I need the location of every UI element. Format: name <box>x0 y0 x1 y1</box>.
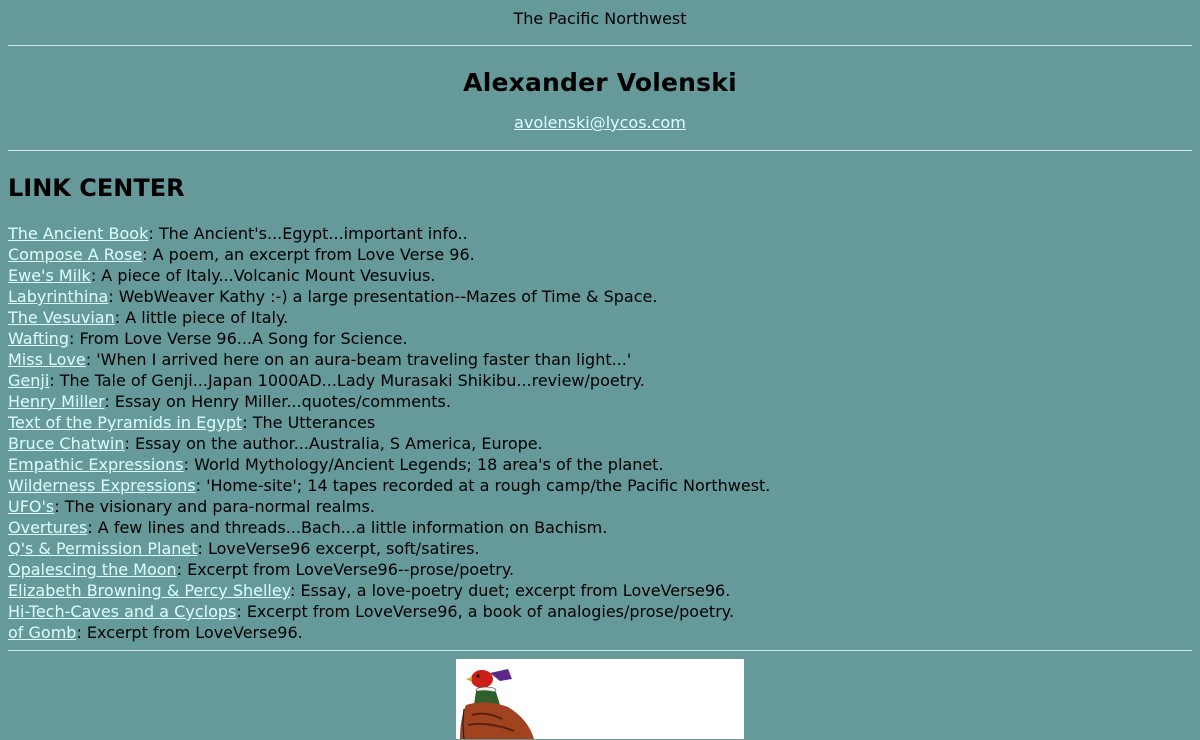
link-description: : A poem, an excerpt from Love Verse 96. <box>142 245 475 264</box>
link-description: : A little piece of Italy. <box>114 308 289 327</box>
list-item <box>8 454 1192 475</box>
pheasant-image <box>456 659 744 739</box>
list-item <box>8 559 1192 580</box>
link-description: : Essay on Henry Miller...quotes/comments. <box>104 392 451 411</box>
link-wafting[interactable]: Wafting <box>8 329 69 348</box>
link-description: : 'When I arrived here on an aura-beam traveling faster than light...' <box>85 350 632 369</box>
link-wilderness-expressions[interactable]: Wilderness Expressions <box>8 476 196 495</box>
list-item <box>8 538 1192 559</box>
link-description: : Excerpt from LoveVerse96, a book of analogies/prose/poetry. <box>236 602 735 621</box>
list-item <box>8 412 1192 433</box>
link-description: : LoveVerse96 excerpt, soft/satires. <box>197 539 480 558</box>
link-labyrinthina[interactable]: Labyrinthina <box>8 287 109 306</box>
link-genji[interactable]: Genji <box>8 371 50 390</box>
link-description: : World Mythology/Ancient Legends; 18 area's of the planet. <box>183 455 664 474</box>
link-description: : Excerpt from LoveVerse96. <box>76 623 303 642</box>
link-bruce-chatwin[interactable]: Bruce Chatwin <box>8 434 125 453</box>
list-item <box>8 517 1192 538</box>
list-item <box>8 475 1192 496</box>
link-ancient-book[interactable]: The Ancient Book <box>8 224 149 243</box>
list-item <box>8 601 1192 622</box>
list-item <box>8 370 1192 391</box>
list-item <box>8 223 1192 244</box>
link-permission-planet[interactable]: Q's & Permission Planet <box>8 539 198 558</box>
email-link[interactable]: avolenski@lycos.com <box>514 113 686 132</box>
link-description: : 'Home-site'; 14 tapes recorded at a rough camp/the Pacific Northwest. <box>195 476 771 495</box>
list-item <box>8 265 1192 286</box>
link-browning-shelley[interactable]: Elizabeth Browning & Percy Shelley <box>8 581 290 600</box>
link-description: : A few lines and threads...Bach...a little information on Bachism. <box>87 518 608 537</box>
divider <box>8 45 1192 46</box>
list-item <box>8 496 1192 517</box>
link-ufos[interactable]: UFO's <box>8 497 55 516</box>
link-overtures[interactable]: Overtures <box>8 518 88 537</box>
link-description: : The Ancient's...Egypt...important info.. <box>148 224 468 243</box>
divider <box>8 150 1192 151</box>
link-text-of-pyramids[interactable]: Text of the Pyramids in Egypt <box>8 413 243 432</box>
link-list <box>8 223 1192 643</box>
section-heading: LINK CENTER <box>8 174 185 202</box>
link-henry-miller[interactable]: Henry Miller <box>8 392 105 411</box>
link-ewes-milk[interactable]: Ewe's Milk <box>8 266 91 285</box>
list-item <box>8 244 1192 265</box>
author-name: Alexander Volenski <box>463 68 737 97</box>
list-item <box>8 286 1192 307</box>
link-opalescing-the-moon[interactable]: Opalescing the Moon <box>8 560 177 579</box>
list-item <box>8 622 1192 643</box>
page-title: The Pacific Northwest <box>513 9 687 28</box>
pheasant-icon <box>456 659 744 739</box>
list-item <box>8 580 1192 601</box>
list-item <box>8 391 1192 412</box>
link-description: : From Love Verse 96...A Song for Science. <box>68 329 408 348</box>
link-hi-tech-caves[interactable]: Hi-Tech-Caves and a Cyclops <box>8 602 237 621</box>
link-description: : Essay on the author...Australia, S America, Europe. <box>124 434 543 453</box>
email-row <box>8 113 1192 133</box>
list-item <box>8 328 1192 349</box>
link-description: : Excerpt from LoveVerse96--prose/poetry. <box>176 560 515 579</box>
link-the-vesuvian[interactable]: The Vesuvian <box>8 308 115 327</box>
divider <box>8 650 1192 651</box>
link-description: : The visionary and para-normal realms. <box>54 497 375 516</box>
link-empathic-expressions[interactable]: Empathic Expressions <box>8 455 184 474</box>
list-item <box>8 307 1192 328</box>
link-description: : The Utterances <box>242 413 376 432</box>
link-of-gomb[interactable]: of Gomb <box>8 623 77 642</box>
link-description: : Essay, a love-poetry duet; excerpt from LoveVerse96. <box>290 581 731 600</box>
link-miss-love[interactable]: Miss Love <box>8 350 86 369</box>
link-description: : The Tale of Genji...Japan 1000AD...Lady Murasaki Shikibu...review/poetry. <box>49 371 645 390</box>
link-compose-a-rose[interactable]: Compose A Rose <box>8 245 143 264</box>
link-description: : WebWeaver Kathy :-) a large presentation--Mazes of Time & Space. <box>108 287 658 306</box>
link-description: : A piece of Italy...Volcanic Mount Vesuvius. <box>90 266 436 285</box>
list-item <box>8 433 1192 454</box>
list-item <box>8 349 1192 370</box>
